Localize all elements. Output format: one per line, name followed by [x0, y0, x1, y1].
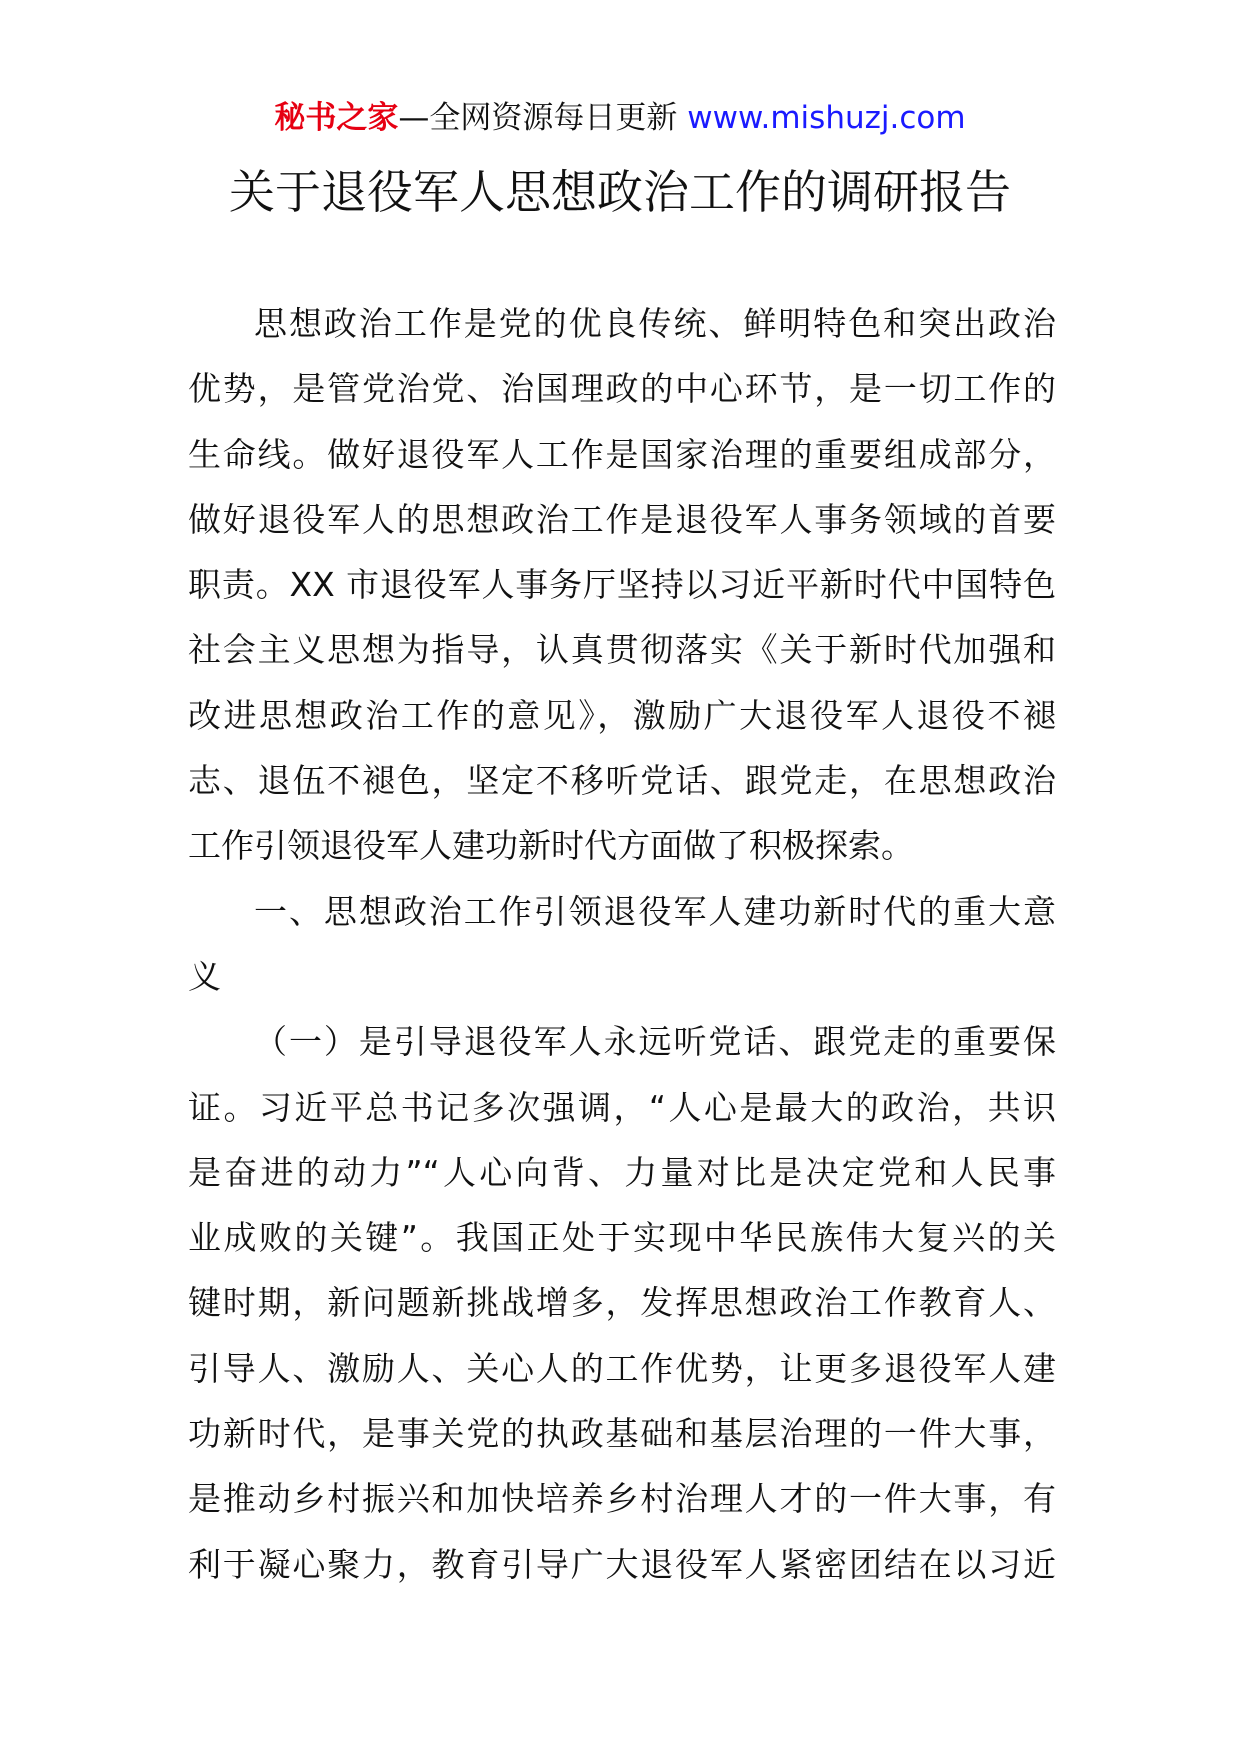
paragraph-line: 键时期，新问题新挑战增多，发挥思想政治工作教育人、 — [188, 1283, 1056, 1323]
document-body — [188, 291, 1056, 1597]
site-name: 秘书之家 — [274, 100, 399, 136]
paragraph-line: 是推动乡村振兴和加快培养乡村治理人才的一件大事，有 — [188, 1479, 1056, 1519]
paragraph-line: 社会主义思想为指导，认真贯彻落实《关于新时代加强和 — [188, 630, 1056, 670]
paragraph-line: 优势，是管党治党、治国理政的中心环节，是一切工作的 — [188, 369, 1056, 409]
site-url-link[interactable]: www.mishuzj.com — [687, 100, 966, 136]
paragraph-line: 引导人、激励人、关心人的工作优势，让更多退役军人建 — [188, 1348, 1056, 1388]
paragraph-line: （一）是引导退役军人永远听党话、跟党走的重要保 — [254, 1022, 1056, 1062]
paragraph-line: 功新时代，是事关党的执政基础和基层治理的一件大事， — [188, 1414, 1056, 1454]
paragraph-line: 生命线。做好退役军人工作是国家治理的重要组成部分， — [188, 434, 1056, 474]
paragraph-line: 利于凝心聚力，教育引导广大退役军人紧密团结在以习近 — [188, 1544, 1056, 1584]
paragraph-line: 做好退役军人的思想政治工作是退役军人事务领域的首要 — [188, 499, 1056, 539]
paragraph-line: 志、退伍不褪色，坚定不移听党话、跟党走，在思想政治 — [188, 761, 1056, 801]
paragraph-line: 是奋进的动力”“人心向背、力量对比是决定党和人民事 — [188, 1152, 1056, 1192]
site-slogan: —全网资源每日更新 — [398, 100, 688, 136]
watermark-header — [0, 98, 1240, 138]
document-title: 关于退役军人思想政治工作的调研报告 — [229, 165, 1011, 219]
paragraph-line: 改进思想政治工作的意见》，激励广大退役军人退役不褪 — [188, 695, 1056, 735]
section-heading-line: 义 — [188, 956, 221, 996]
section-heading-line: 一、思想政治工作引领退役军人建功新时代的重大意 — [254, 891, 1056, 931]
paragraph-line: 思想政治工作是党的优良传统、鲜明特色和突出政治 — [254, 304, 1056, 343]
paragraph-line: 工作引领退役军人建功新时代方面做了积极探索。 — [188, 826, 914, 866]
paragraph-line: 证。习近平总书记多次强调，“人心是最大的政治，共识 — [188, 1087, 1056, 1127]
paragraph-line: 业成败的关键”。我国正处于实现中华民族伟大复兴的关 — [188, 1218, 1056, 1258]
paragraph-line: 职责。XX 市退役军人事务厅坚持以习近平新时代中国特色 — [188, 565, 1056, 605]
